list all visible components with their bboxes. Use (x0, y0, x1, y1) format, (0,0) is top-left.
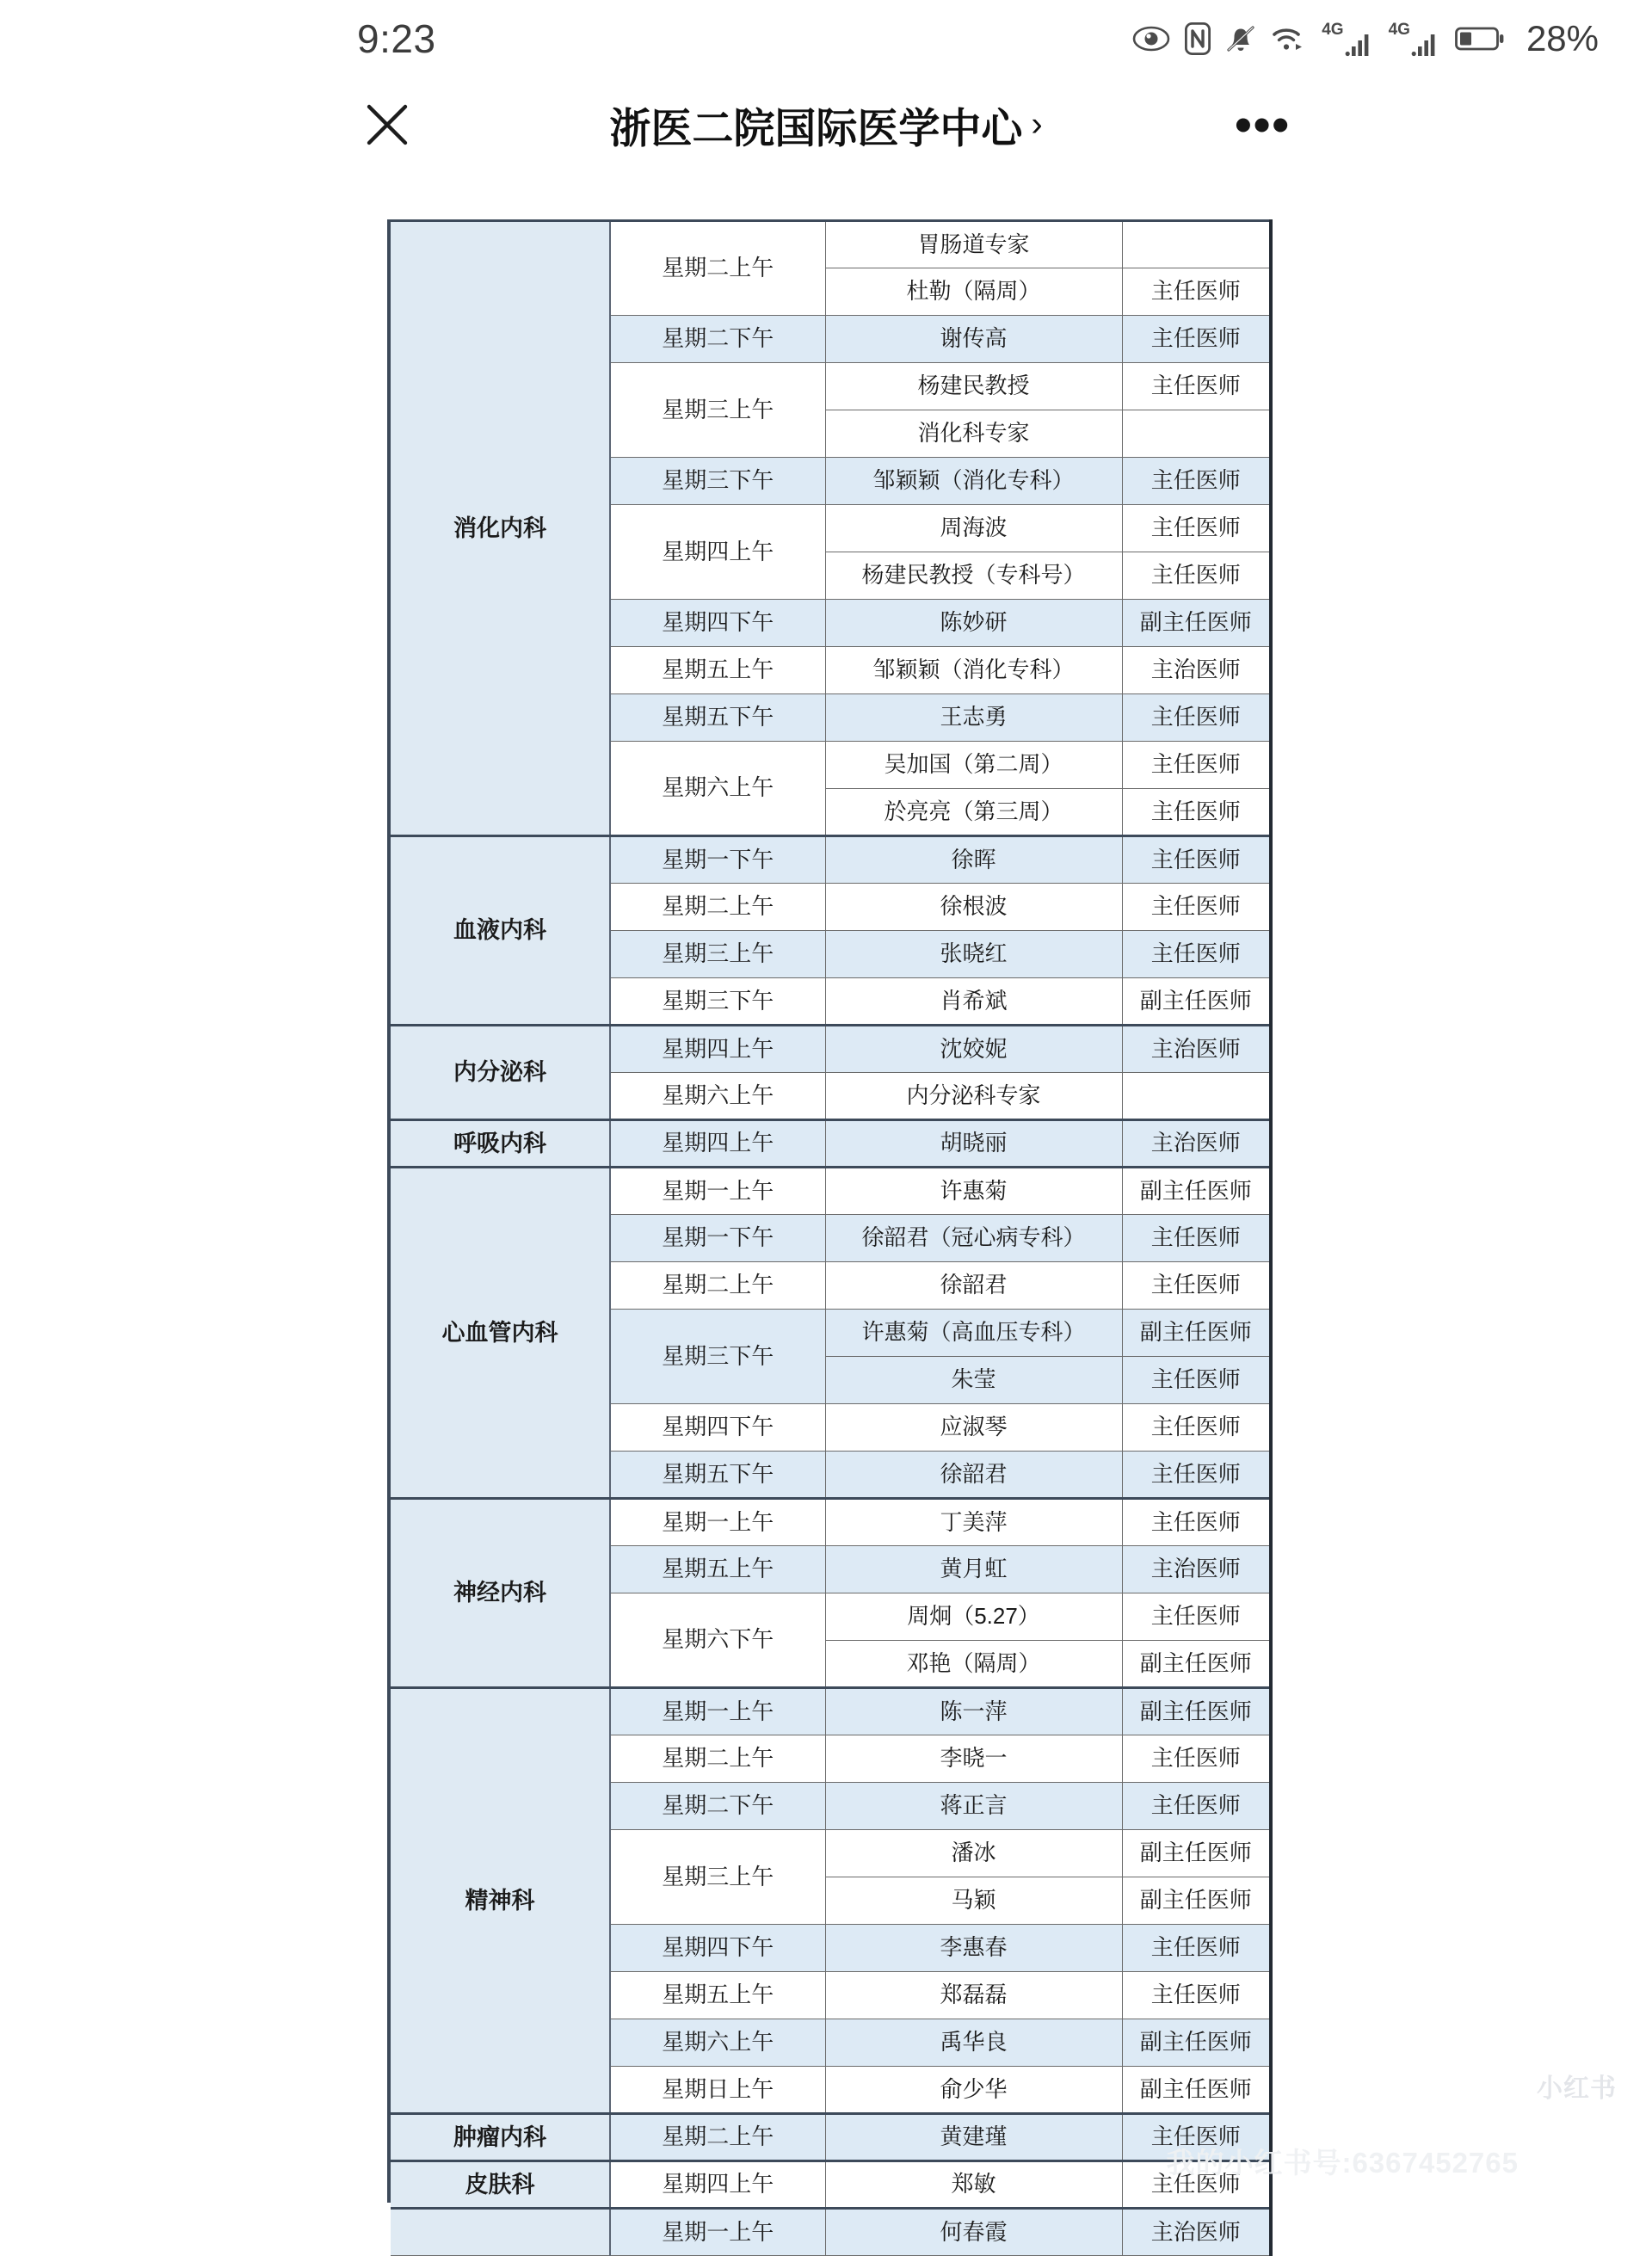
doctor-rank-cell: 主任医师 (1122, 789, 1271, 836)
schedule-table (391, 219, 1273, 2256)
timeslot-cell: 星期二上午 (610, 221, 825, 316)
doctor-cell: 杜勒（隔周） (825, 268, 1122, 316)
doctor-rank-cell: 副主任医师 (1122, 1877, 1271, 1925)
doctor-rank-cell: 主任医师 (1122, 316, 1271, 363)
timeslot-cell: 星期四上午 (610, 1120, 825, 1168)
app-header (0, 77, 1652, 172)
timeslot-cell: 星期一上午 (610, 1499, 825, 1546)
table-row (391, 2114, 1271, 2161)
doctor-cell: 胡晓丽 (825, 1120, 1122, 1168)
doctor-cell: 周炯（5.27） (825, 1593, 1122, 1641)
timeslot-cell: 星期四下午 (610, 600, 825, 647)
doctor-rank-cell: 副主任医师 (1122, 1168, 1271, 1215)
doctor-rank-cell: 副主任医师 (1122, 1688, 1271, 1735)
timeslot-cell: 星期一上午 (610, 1688, 825, 1735)
doctor-cell: 丁美萍 (825, 1499, 1122, 1546)
doctor-rank-cell: 主任医师 (1122, 1499, 1271, 1546)
doctor-cell: 黄月虹 (825, 1546, 1122, 1593)
doctor-cell: 徐韶君 (825, 1262, 1122, 1310)
doctor-cell: 蒋正言 (825, 1783, 1122, 1830)
doctor-rank-cell: 主任医师 (1122, 1972, 1271, 2019)
doctor-cell: 王志勇 (825, 694, 1122, 742)
doctor-cell: 於亮亮（第三周） (825, 789, 1122, 836)
department-cell: 内分泌科 (391, 1026, 610, 1120)
department-cell: 神经内科 (391, 1499, 610, 1688)
more-options-icon[interactable]: ••• (1235, 97, 1291, 151)
doctor-cell: 消化科专家 (825, 410, 1122, 458)
doctor-cell: 邹颖颖（消化专科） (825, 647, 1122, 694)
timeslot-cell: 星期六上午 (610, 742, 825, 836)
doctor-rank-cell: 主任医师 (1122, 1735, 1271, 1783)
timeslot-cell: 星期五下午 (610, 1452, 825, 1499)
chevron-right-icon: › (1031, 105, 1043, 144)
timeslot-cell: 星期一下午 (610, 1215, 825, 1262)
doctor-cell: 许惠菊 (825, 1168, 1122, 1215)
department-cell: 呼吸内科 (391, 1120, 610, 1168)
timeslot-cell: 星期一上午 (610, 1168, 825, 1215)
doctor-cell: 吴加国（第二周） (825, 742, 1122, 789)
nfc-icon (1185, 22, 1211, 55)
doctor-rank-cell: 主任医师 (1122, 836, 1271, 884)
signal-label-1: 4G (1322, 20, 1344, 39)
timeslot-cell: 星期四上午 (610, 2161, 825, 2209)
doctor-cell: 邹颖颖（消化专科） (825, 458, 1122, 505)
bell-muted-icon (1225, 22, 1256, 55)
timeslot-cell: 星期六下午 (610, 1593, 825, 1688)
timeslot-cell: 星期五上午 (610, 1972, 825, 2019)
doctor-rank-cell: 副主任医师 (1122, 978, 1271, 1026)
table-row (391, 1168, 1271, 1215)
signal-4g-icon-1 (1322, 22, 1373, 57)
department-cell: 心血管内科 (391, 1168, 610, 1499)
doctor-rank-cell: 主任医师 (1122, 1925, 1271, 1972)
doctor-rank-cell: 主治医师 (1122, 1026, 1271, 1073)
doctor-rank-cell: 主任医师 (1122, 1262, 1271, 1310)
doctor-cell: 陈一萍 (825, 1688, 1122, 1735)
doctor-rank-cell: 主任医师 (1122, 505, 1271, 552)
battery-percent: 28% (1526, 18, 1599, 59)
doctor-rank-cell: 副主任医师 (1122, 2019, 1271, 2067)
status-bar (0, 0, 1652, 77)
doctor-rank-cell: 主治医师 (1122, 1120, 1271, 1168)
doctor-cell: 徐晖 (825, 836, 1122, 884)
status-clock: 9:23 (357, 16, 436, 61)
timeslot-cell: 星期二下午 (610, 1783, 825, 1830)
doctor-cell: 黄建瑾 (825, 2114, 1122, 2161)
department-cell: 皮肤科 (391, 2161, 610, 2209)
doctor-cell: 徐根波 (825, 884, 1122, 931)
timeslot-cell: 星期日上午 (610, 2067, 825, 2114)
doctor-rank-cell: 主治医师 (1122, 647, 1271, 694)
timeslot-cell: 星期二上午 (610, 1262, 825, 1310)
doctor-rank-cell: 主任医师 (1122, 1593, 1271, 1641)
doctor-rank-cell: 主任医师 (1122, 742, 1271, 789)
doctor-rank-cell: 主任医师 (1122, 931, 1271, 978)
close-icon[interactable] (361, 99, 413, 151)
department-cell (391, 2209, 610, 2256)
eye-comfort-icon (1132, 25, 1170, 52)
page-title-text: 浙医二院国际医学中心 (609, 106, 1023, 152)
doctor-rank-cell: 副主任医师 (1122, 600, 1271, 647)
schedule-sheet (387, 219, 1267, 2245)
doctor-cell: 郑敏 (825, 2161, 1122, 2209)
department-cell: 消化内科 (391, 221, 610, 836)
doctor-cell: 马颖 (825, 1877, 1122, 1925)
doctor-cell: 陈妙研 (825, 600, 1122, 647)
doctor-cell: 朱莹 (825, 1357, 1122, 1404)
doctor-rank-cell: 副主任医师 (1122, 1641, 1271, 1688)
doctor-cell: 杨建民教授 (825, 363, 1122, 410)
table-row (391, 221, 1271, 268)
timeslot-cell: 星期三上午 (610, 1830, 825, 1925)
battery-icon (1455, 25, 1505, 52)
doctor-rank-cell (1122, 221, 1271, 268)
doctor-cell: 李惠春 (825, 1925, 1122, 1972)
doctor-cell: 潘冰 (825, 1830, 1122, 1877)
timeslot-cell: 星期六上午 (610, 2019, 825, 2067)
doctor-cell: 郑磊磊 (825, 1972, 1122, 2019)
timeslot-cell: 星期二上午 (610, 884, 825, 931)
doctor-cell: 杨建民教授（专科号） (825, 552, 1122, 600)
doctor-rank-cell (1122, 410, 1271, 458)
doctor-cell: 徐韶君 (825, 1452, 1122, 1499)
doctor-rank-cell: 主任医师 (1122, 1783, 1271, 1830)
timeslot-cell: 星期一下午 (610, 836, 825, 884)
timeslot-cell: 星期三下午 (610, 458, 825, 505)
timeslot-cell: 星期六上午 (610, 1073, 825, 1120)
xiaohongshu-watermark-badge: 小红书 (1519, 2059, 1635, 2112)
doctor-rank-cell: 主任医师 (1122, 2161, 1271, 2209)
doctor-rank-cell: 主任医师 (1122, 363, 1271, 410)
department-cell: 血液内科 (391, 836, 610, 1026)
table-row (391, 1026, 1271, 1073)
doctor-rank-cell: 副主任医师 (1122, 2067, 1271, 2114)
xiaohongshu-watermark-text: 我的小红书号:6367452765 (1166, 2147, 1519, 2179)
doctor-cell: 许惠菊（高血压专科） (825, 1310, 1122, 1357)
page-title[interactable] (609, 96, 1042, 155)
timeslot-cell: 星期二上午 (610, 1735, 825, 1783)
table-row (391, 1499, 1271, 1546)
doctor-rank-cell: 主治医师 (1122, 2209, 1271, 2256)
doctor-rank-cell: 主任医师 (1122, 884, 1271, 931)
timeslot-cell: 星期五下午 (610, 694, 825, 742)
timeslot-cell: 星期三下午 (610, 1310, 825, 1404)
timeslot-cell: 星期四下午 (610, 1404, 825, 1452)
table-row (391, 2209, 1271, 2256)
doctor-rank-cell: 主任医师 (1122, 268, 1271, 316)
doctor-rank-cell: 主任医师 (1122, 1357, 1271, 1404)
doctor-cell: 俞少华 (825, 2067, 1122, 2114)
doctor-cell: 谢传高 (825, 316, 1122, 363)
timeslot-cell: 星期二下午 (610, 316, 825, 363)
doctor-cell: 周海波 (825, 505, 1122, 552)
doctor-cell: 肖希斌 (825, 978, 1122, 1026)
doctor-cell: 沈姣妮 (825, 1026, 1122, 1073)
signal-label-2: 4G (1388, 20, 1410, 39)
doctor-rank-cell: 主任医师 (1122, 1215, 1271, 1262)
doctor-rank-cell: 主任医师 (1122, 1404, 1271, 1452)
table-row (391, 2161, 1271, 2209)
doctor-cell: 内分泌科专家 (825, 1073, 1122, 1120)
timeslot-cell: 星期四上午 (610, 1026, 825, 1073)
doctor-cell: 应淑琴 (825, 1404, 1122, 1452)
table-row (391, 836, 1271, 884)
doctor-cell: 邓艳（隔周） (825, 1641, 1122, 1688)
timeslot-cell: 星期一上午 (610, 2209, 825, 2256)
signal-4g-icon-2 (1389, 22, 1440, 57)
doctor-cell: 张晓红 (825, 931, 1122, 978)
timeslot-cell: 星期五上午 (610, 647, 825, 694)
doctor-rank-cell: 主任医师 (1122, 458, 1271, 505)
department-cell: 精神科 (391, 1688, 610, 2114)
timeslot-cell: 星期二上午 (610, 2114, 825, 2161)
doctor-rank-cell: 主任医师 (1122, 1452, 1271, 1499)
doctor-cell: 徐韶君（冠心病专科） (825, 1215, 1122, 1262)
doctor-rank-cell: 主任医师 (1122, 552, 1271, 600)
timeslot-cell: 星期五上午 (610, 1546, 825, 1593)
doctor-cell: 何春霞 (825, 2209, 1122, 2256)
status-icon-tray (1132, 18, 1599, 59)
doctor-cell: 胃肠道专家 (825, 221, 1122, 268)
doctor-cell: 禹华良 (825, 2019, 1122, 2067)
timeslot-cell: 星期三上午 (610, 931, 825, 978)
timeslot-cell: 星期四上午 (610, 505, 825, 600)
doctor-rank-cell: 主任医师 (1122, 2114, 1271, 2161)
doctor-cell: 李晓一 (825, 1735, 1122, 1783)
timeslot-cell: 星期四下午 (610, 1925, 825, 1972)
table-row (391, 1120, 1271, 1168)
doctor-rank-cell: 副主任医师 (1122, 1310, 1271, 1357)
doctor-rank-cell: 主任医师 (1122, 694, 1271, 742)
timeslot-cell: 星期三下午 (610, 978, 825, 1026)
doctor-rank-cell: 副主任医师 (1122, 1830, 1271, 1877)
doctor-rank-cell (1122, 1073, 1271, 1120)
wifi-icon (1271, 23, 1307, 54)
department-cell: 肿瘤内科 (391, 2114, 610, 2161)
doctor-rank-cell: 主治医师 (1122, 1546, 1271, 1593)
timeslot-cell: 星期三上午 (610, 363, 825, 458)
table-row (391, 1688, 1271, 1735)
